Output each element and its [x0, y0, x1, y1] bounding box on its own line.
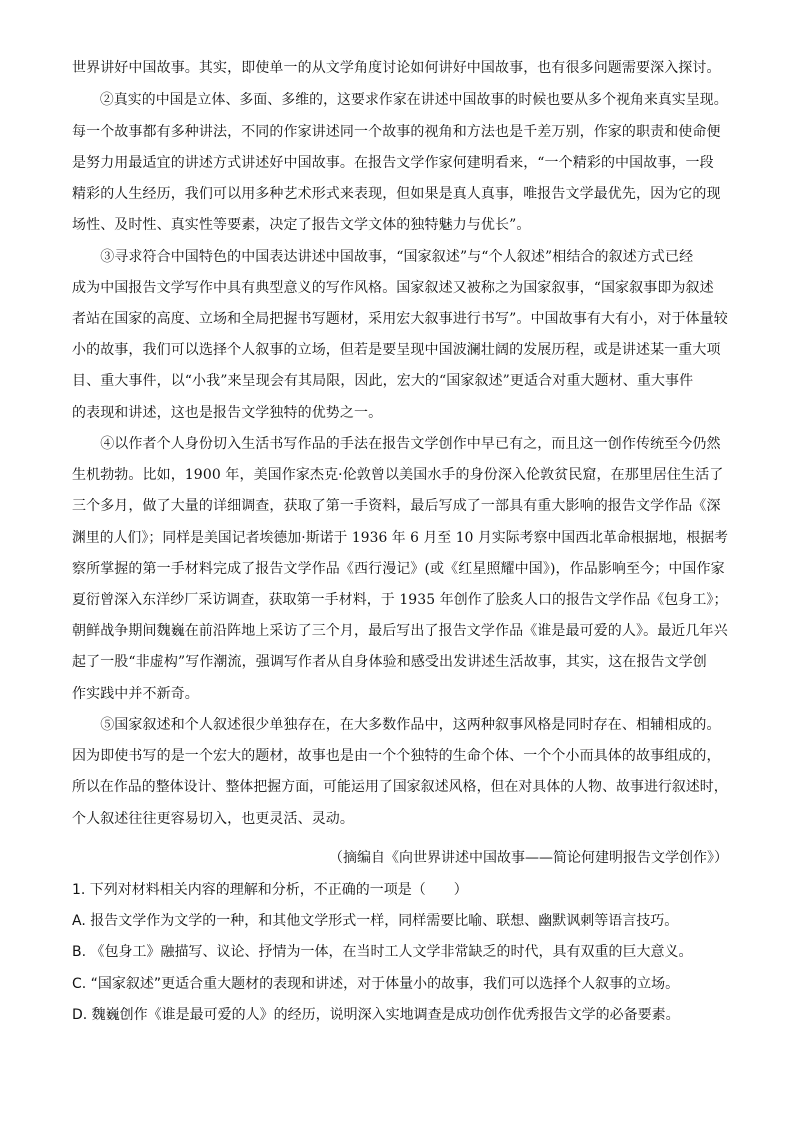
question-stem: 1. 下列对材料相关内容的理解和分析，不正确的一项是（ ） — [72, 882, 468, 898]
text-line: 起了一股“非虚构”写作潮流，强调写作者从自身体验和感受出发讲述生活故事，其实，这在报告文学创 — [72, 654, 707, 670]
text-line: 因为即使书写的是一个宏大的题材，故事也是由一个个独特的生命个体、一个个小而具体的故事组成的， — [72, 748, 721, 764]
text-line: 生机勃勃。比如，1900 年，美国作家杰克·伦敦曾以美国水手的身份深入伦敦贫民窟，在那里居住生活了 — [72, 467, 724, 483]
text-line: 者站在国家的高度、立场和全局把握书写题材，采用宏大叙事进行书写”。中国故事有大有小，对于体量较 — [72, 311, 728, 327]
text-line: 朝鲜战争期间魏巍在前沿阵地上采访了三个月，最后写出了报告文学作品《谁是最可爱的人》。最近几年兴 — [72, 623, 728, 639]
text-line: 成为中国报告文学写作中具有典型意义的写作风格。国家叙述又被称之为国家叙事，“国家叙事即为叙述 — [72, 280, 714, 296]
text-line: ③寻求符合中国特色的中国表达讲述中国故事，“国家叙述”与“个人叙述”相结合的叙述方式已经 — [72, 249, 694, 265]
text-line: 每一个故事都有多种讲法，不同的作家讲述同一个故事的视角和方法也是千差万别，作家的职责和使命便 — [72, 124, 721, 140]
text-line: 目、重大事件，以“小我”来呈现会有其局限，因此，宏大的“国家叙述”更适合对重大题材、重大事件 — [72, 373, 694, 389]
text-line: 三个多月，做了大量的详细调查，获取了第一手资料，最后写成了一部具有重大影响的报告文学作品《深 — [72, 498, 721, 514]
text-line: 所以在作品的整体设计、整体把握方面，可能运用了国家叙述风格，但在对具体的人物、故事进行叙述时， — [72, 779, 728, 795]
text-line: 作实践中并不新奇。 — [72, 686, 199, 702]
text-line: 场性、及时性、真实性等要素，决定了报告文学文体的独特魅力与优长”。 — [72, 217, 531, 233]
option-b: B. 《包身工》融描写、议论、抒情为一体，在当时工人文学非常缺乏的时代，具有双重的巨大意义。 — [72, 944, 693, 960]
option-d: D. 魏巍创作《谁是最可爱的人》的经历，说明深入实地调查是成功创作优秀报告文学的必备要素。 — [72, 1007, 680, 1023]
source-citation: （摘编自《向世界讲述中国故事——简论何建明报告文学创作》） — [329, 850, 728, 866]
text-line: ⑤国家叙述和个人叙述很少单独存在，在大多数作品中，这两种叙事风格是同时存在、相辅相成的。 — [72, 717, 721, 733]
text-line: 察所掌握的第一手材料完成了报告文学作品《西行漫记》(或《红星照耀中国》)，作品影响至今；中国作家 — [72, 561, 725, 577]
text-line: 渊里的人们》；同样是美国记者埃德加·斯诺于 1936 年 6 月至 10 月实际考察中国西北革命根据地，根据考 — [72, 530, 729, 546]
text-line: 的表现和讲述，这也是报告文学独特的优势之一。 — [72, 405, 383, 421]
text-line: 个人叙述往往更容易切入，也更灵活、灵动。 — [72, 811, 354, 827]
text-line: ④以作者个人身份切入生活书写作品的手法在报告文学创作中早已有之，而且这一创作传统至今仍然 — [72, 436, 721, 452]
text-line: 是努力用最适宜的讲述方式讲述好中国故事。在报告文学作家何建明看来，“一个精彩的中国故事，一段 — [72, 155, 714, 171]
text-line: 夏衍曾深入东洋纱厂采访调查，获取第一手材料，于 1935 年创作了脍炙人口的报告文学作品《包身工》； — [72, 592, 728, 608]
text-line: 世界讲好中国故事。其实，即使单一的从文学角度讨论如何讲好中国故事，也有很多问题需要深入探讨。 — [72, 60, 721, 76]
text-line: 精彩的人生经历，我们可以用多种艺术形式来表现，但如果是真人真事，唯报告文学最优先，因为它的现 — [72, 186, 721, 202]
option-c: C. “国家叙述”更适合重大题材的表现和讲述，对于体量小的故事，我们可以选择个人叙事的立场。 — [72, 976, 680, 992]
text-line: 小的故事，我们可以选择个人叙事的立场，但若是要呈现中国波澜壮阔的发展历程，或是讲述某一重大项 — [72, 342, 721, 358]
text-line: ②真实的中国是立体、多面、多维的，这要求作家在讲述中国故事的时候也要从多个视角来真实呈现。 — [72, 92, 728, 108]
option-a: A. 报告文学作为文学的一种，和其他文学形式一样，同样需要比喻、联想、幽默讽刺等语言技巧。 — [72, 913, 679, 929]
